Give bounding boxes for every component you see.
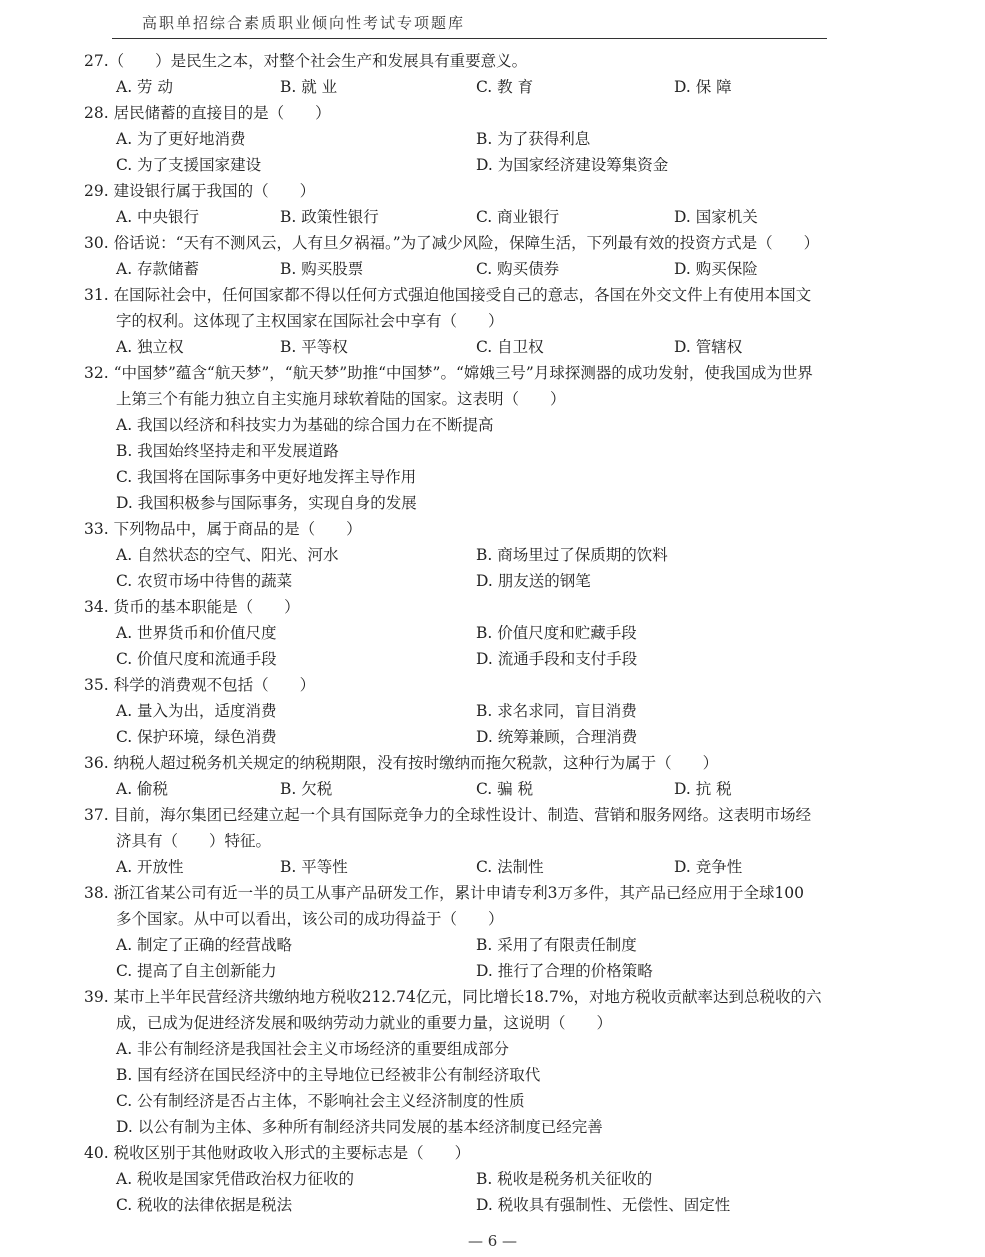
question-31	[84, 282, 914, 360]
question-stem: 33. 下列物品中，属于商品的是（ ）	[84, 520, 362, 538]
question-stem: 40. 税收区别于其他财政收入形式的主要标志是（ ）	[84, 1144, 471, 1162]
option-a: A. 偷税	[116, 780, 169, 798]
options-row	[84, 620, 914, 646]
option-a: A. 存款储蓄	[116, 260, 200, 278]
question-stem: 32. “中国梦”蕴含“航天梦”，“航天梦”助推“中国梦”。“嫦娥三号”月球探测器的成功发射，使我国成为世界	[84, 364, 813, 382]
question-stem: 30. 俗话说：“天有不测风云，人有旦夕祸福。”为了减少风险，保障生活，下列最有效的投资方式是（ ）	[84, 234, 820, 252]
options-row	[84, 204, 914, 230]
option-b: B. 采用了有限责任制度	[476, 936, 637, 954]
options-row	[84, 464, 914, 490]
option-d: D. 管辖权	[674, 338, 743, 356]
option-c: C. 公有制经济是否占主体，不影响社会主义经济制度的性质	[116, 1092, 525, 1110]
question-34	[84, 594, 914, 672]
option-a: A. 开放性	[116, 858, 184, 876]
option-a: A. 量入为出，适度消费	[116, 702, 277, 720]
option-b: B. 购买股票	[280, 260, 364, 278]
options-row	[84, 958, 914, 984]
options-row	[84, 1062, 914, 1088]
options-row	[84, 334, 914, 360]
question-39	[84, 984, 914, 1140]
option-d: D. 我国积极参与国际事务，实现自身的发展	[116, 494, 417, 512]
question-stem: 济具有（ ）特征。	[116, 832, 272, 850]
option-c: C. 我国将在国际事务中更好地发挥主导作用	[116, 468, 417, 486]
option-d: D. 朋友送的钢笔	[476, 572, 591, 590]
options-row	[84, 1036, 914, 1062]
options-row	[84, 490, 914, 516]
option-d: D. 流通手段和支付手段	[476, 650, 638, 668]
option-d: D. 国家机关	[674, 208, 758, 226]
option-d: D. 保 障	[674, 78, 732, 96]
options-row	[84, 256, 914, 282]
option-c: C. 为了支援国家建设	[116, 156, 262, 174]
question-stem: 31. 在国际社会中，任何国家都不得以任何方式强迫他国接受自己的意志，各国在外交文件上有使用本国文	[84, 286, 812, 304]
options-row	[84, 1166, 914, 1192]
option-b: B. 平等权	[280, 338, 348, 356]
option-b: B. 平等性	[280, 858, 348, 876]
option-a: A. 独立权	[116, 338, 184, 356]
question-38	[84, 880, 914, 984]
option-a: A. 税收是国家凭借政治权力征收的	[116, 1170, 355, 1188]
options-row	[84, 724, 914, 750]
option-c: C. 保护环境，绿色消费	[116, 728, 277, 746]
options-row	[84, 1114, 914, 1140]
option-c: C. 购买债券	[476, 260, 560, 278]
option-c: C. 税收的法律依据是税法	[116, 1196, 293, 1214]
question-33	[84, 516, 914, 594]
question-40	[84, 1140, 914, 1218]
option-c: C. 教 育	[476, 78, 534, 96]
question-stem: 29. 建设银行属于我国的（ ）	[84, 182, 316, 200]
option-a: A. 非公有制经济是我国社会主义市场经济的重要组成部分	[116, 1040, 510, 1058]
options-row	[84, 438, 914, 464]
question-stem: 字的权利。这体现了主权国家在国际社会中享有（ ）	[116, 312, 504, 330]
question-stem: 多个国家。从中可以看出，该公司的成功得益于（ ）	[116, 910, 504, 928]
question-stem: 28. 居民储蓄的直接目的是（ ）	[84, 104, 331, 122]
question-stem: 35. 科学的消费观不包括（ ）	[84, 676, 316, 694]
options-row	[84, 152, 914, 178]
option-a: A. 自然状态的空气、阳光、河水	[116, 546, 339, 564]
option-a: A. 世界货币和价值尺度	[116, 624, 277, 642]
option-a: A. 劳 动	[116, 78, 173, 96]
question-stem: 27.（ ）是民生之本，对整个社会生产和发展具有重要意义。	[84, 52, 528, 70]
option-b: B. 欠税	[280, 780, 333, 798]
options-row	[84, 1192, 914, 1218]
option-d: D. 购买保险	[674, 260, 758, 278]
option-c: C. 提高了自主创新能力	[116, 962, 277, 980]
question-stem: 37. 目前，海尔集团已经建立起一个具有国际竞争力的全球性设计、制造、营销和服务网络。这表明市场经	[84, 806, 812, 824]
option-a: A. 中央银行	[116, 208, 200, 226]
option-c: C. 法制性	[476, 858, 544, 876]
option-d: D. 为国家经济建设筹集资金	[476, 156, 669, 174]
options-row	[84, 412, 914, 438]
option-b: B. 商场里过了保质期的饮料	[476, 546, 668, 564]
header-title: 高职单招综合素质职业倾向性考试专项题库	[142, 14, 466, 32]
option-c: C. 骗 税	[476, 780, 534, 798]
question-35	[84, 672, 914, 750]
question-32	[84, 360, 914, 516]
question-list	[84, 48, 914, 1218]
option-b: B. 政策性银行	[280, 208, 379, 226]
question-30	[84, 230, 914, 282]
options-row	[84, 854, 914, 880]
option-d: D. 统筹兼顾，合理消费	[476, 728, 638, 746]
options-row	[84, 698, 914, 724]
option-a: A. 我国以经济和科技实力为基础的综合国力在不断提高	[116, 416, 494, 434]
question-36	[84, 750, 914, 802]
options-row	[84, 646, 914, 672]
options-row	[84, 568, 914, 594]
option-b: B. 我国始终坚持走和平发展道路	[116, 442, 339, 460]
options-row	[84, 1088, 914, 1114]
option-c: C. 自卫权	[476, 338, 544, 356]
options-row	[84, 776, 914, 802]
option-b: B. 国有经济在国民经济中的主导地位已经被非公有制经济取代	[116, 1066, 541, 1084]
question-29	[84, 178, 914, 230]
options-row	[84, 542, 914, 568]
options-row	[84, 932, 914, 958]
options-row	[84, 126, 914, 152]
options-row	[84, 74, 914, 100]
option-b: B. 为了获得利息	[476, 130, 591, 148]
option-d: D. 税收具有强制性、无偿性、固定性	[476, 1196, 731, 1214]
option-d: D. 抗 税	[674, 780, 732, 798]
option-a: A. 为了更好地消费	[116, 130, 246, 148]
option-a: A. 制定了正确的经营战略	[116, 936, 293, 954]
question-27	[84, 48, 914, 100]
question-stem: 上第三个有能力独立自主实施月球软着陆的国家。这表明（ ）	[116, 390, 566, 408]
question-stem: 成，已成为促进经济发展和吸纳劳动力就业的重要力量，这说明（ ）	[116, 1014, 613, 1032]
option-b: B. 税收是税务机关征收的	[476, 1170, 653, 1188]
option-b: B. 价值尺度和贮藏手段	[476, 624, 637, 642]
question-stem: 38. 浙江省某公司有近一半的员工从事产品研发工作，累计申请专利3万多件，其产品已经应用于全球100	[84, 884, 805, 902]
option-b: B. 就 业	[280, 78, 338, 96]
option-c: C. 商业银行	[476, 208, 560, 226]
option-c: C. 价值尺度和流通手段	[116, 650, 277, 668]
question-stem: 36. 纳税人超过税务机关规定的纳税期限，没有按时缴纳而拖欠税款，这种行为属于（ ）	[84, 754, 719, 772]
option-b: B. 求名求同，盲目消费	[476, 702, 637, 720]
page-header	[112, 10, 827, 39]
question-37	[84, 802, 914, 880]
option-d: D. 以公有制为主体、多种所有制经济共同发展的基本经济制度已经完善	[116, 1118, 603, 1136]
option-d: D. 推行了合理的价格策略	[476, 962, 653, 980]
question-stem: 34. 货币的基本职能是（ ）	[84, 598, 300, 616]
option-d: D. 竞争性	[674, 858, 743, 876]
page-number: — 6 —	[467, 1232, 518, 1250]
option-c: C. 农贸市场中待售的蔬菜	[116, 572, 293, 590]
question-28	[84, 100, 914, 178]
question-stem: 39. 某市上半年民营经济共缴纳地方税收212.74亿元，同比增长18.7%，对地方税收贡献率达到总税收的六	[84, 988, 822, 1006]
